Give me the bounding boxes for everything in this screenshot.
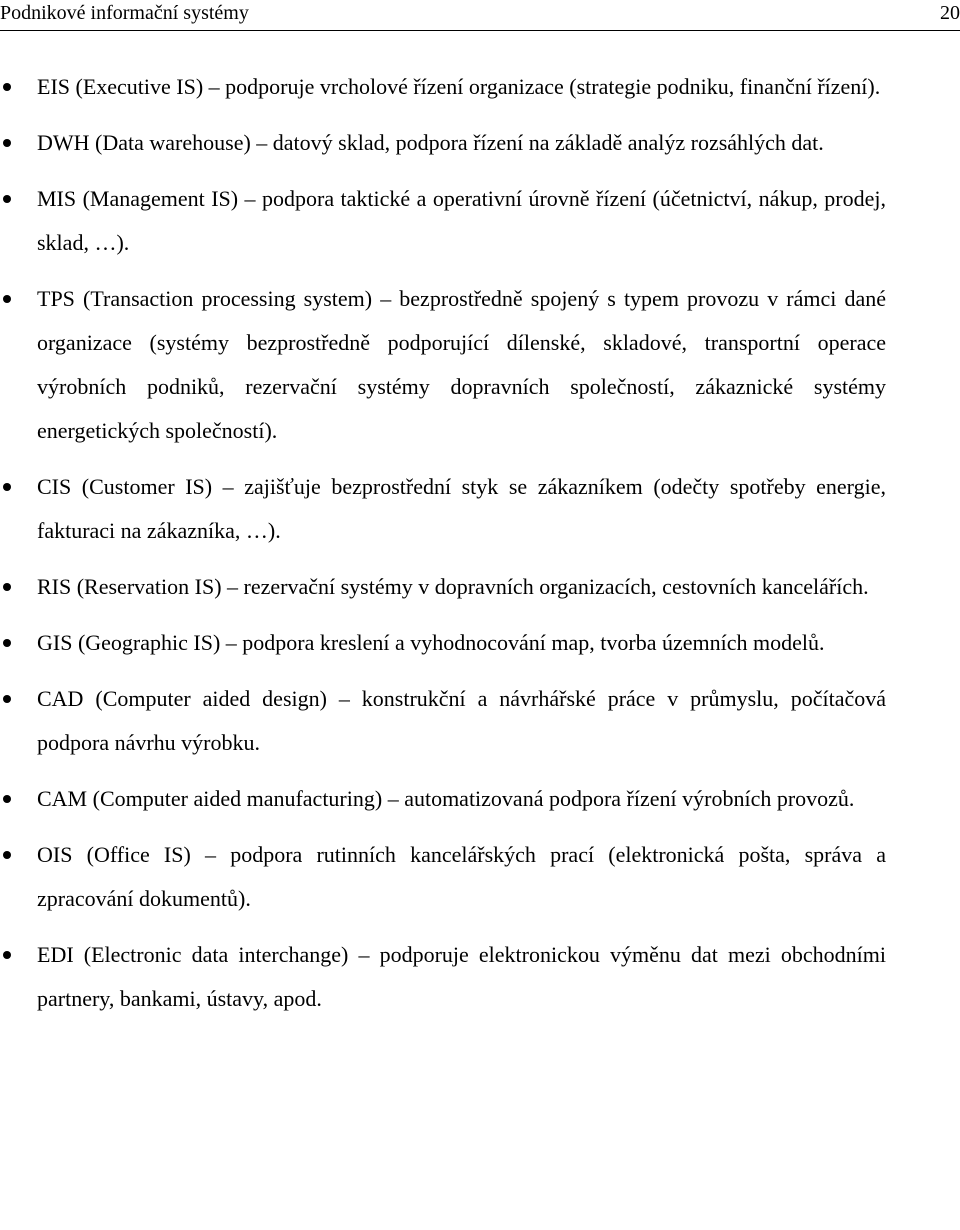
header-title: Podnikové informační systémy xyxy=(0,2,249,24)
bullet-icon xyxy=(0,121,14,165)
list-item xyxy=(0,177,886,265)
list-item-text: CAM (Computer aided manufacturing) – automatizovaná podpora řízení výrobních provozů. xyxy=(37,786,855,811)
bullet-icon xyxy=(0,465,14,509)
list-item-text: EIS (Executive IS) – podporuje vrcholové řízení organizace (strategie podniku, finanční řízení). xyxy=(37,74,881,99)
bullet-list xyxy=(0,65,886,1033)
page-number: 20 xyxy=(940,2,960,24)
bullet-icon xyxy=(0,65,14,109)
list-item xyxy=(0,833,886,921)
list-item-text: TPS (Transaction processing system) – bezprostředně spojený s typem provozu v rámci dané organizace (systémy bezprostředně podporující dílenské, skladové, transportní operace výrobních podniků, rezervační systémy dopravních společností, zákaznické systémy energetických společností). xyxy=(37,286,886,443)
page-header xyxy=(0,0,960,31)
bullet-icon xyxy=(0,833,14,877)
list-item-text: CAD (Computer aided design) – konstrukční a návrhářské práce v průmyslu, počítačová podpora návrhu výrobku. xyxy=(37,686,886,755)
list-item xyxy=(0,277,886,453)
list-item xyxy=(0,565,886,609)
list-item xyxy=(0,465,886,553)
list-item-text: DWH (Data warehouse) – datový sklad, podpora řízení na základě analýz rozsáhlých dat. xyxy=(37,130,824,155)
bullet-icon xyxy=(0,777,14,821)
list-item-text: CIS (Customer IS) – zajišťuje bezprostřední styk se zákazníkem (odečty spotřeby energie, fakturaci na zákazníka, …). xyxy=(37,474,886,543)
bullet-icon xyxy=(0,177,14,221)
bullet-icon xyxy=(0,677,14,721)
list-item-text: OIS (Office IS) – podpora rutinních kancelářských prací (elektronická pošta, správa a zpracování dokumentů). xyxy=(37,842,886,911)
bullet-icon xyxy=(0,565,14,609)
list-item-text: EDI (Electronic data interchange) – podporuje elektronickou výměnu dat mezi obchodními partnery, bankami, ústavy, apod. xyxy=(37,942,886,1011)
list-item xyxy=(0,621,886,665)
list-item xyxy=(0,677,886,765)
list-item xyxy=(0,121,886,165)
bullet-icon xyxy=(0,933,14,977)
list-item-text: RIS (Reservation IS) – rezervační systémy v dopravních organizacích, cestovních kancelářích. xyxy=(37,574,869,599)
list-item-text: GIS (Geographic IS) – podpora kreslení a vyhodnocování map, tvorba územních modelů. xyxy=(37,630,825,655)
bullet-icon xyxy=(0,277,14,321)
bullet-icon xyxy=(0,621,14,665)
list-item xyxy=(0,65,886,109)
list-item xyxy=(0,933,886,1021)
list-item-text: MIS (Management IS) – podpora taktické a operativní úrovně řízení (účetnictví, nákup, prodej, sklad, …). xyxy=(37,186,886,255)
list-item xyxy=(0,777,886,821)
